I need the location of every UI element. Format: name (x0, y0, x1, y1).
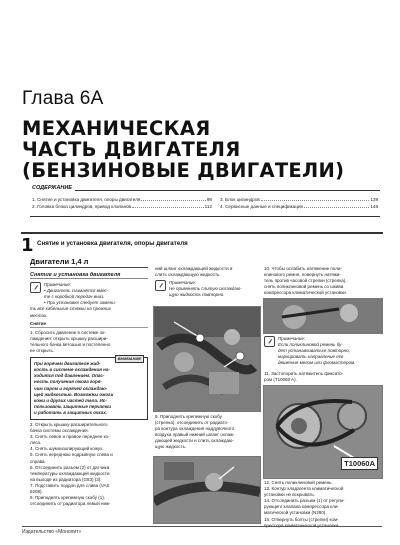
step-line: дающей жидкости и слить охлаждаю- (155, 438, 234, 444)
warning-line: При горячем двигателе жид- (34, 361, 101, 367)
title-line-3: (БЕНЗИНОВЫЕ ДВИГАТЕЛИ) (22, 159, 345, 182)
note-line: • При установке следует замени- (44, 300, 117, 306)
step-line: клинового ремня, повернуть натяжи- (264, 272, 341, 278)
toc-column-right (220, 196, 378, 210)
note-line: Не применять слитую охлаждаю- (169, 286, 242, 292)
warning-box (30, 357, 148, 420)
steps-list (30, 422, 148, 507)
step-line: 12. Снять поликлиновой ремень. (264, 480, 333, 485)
note-line: движения мелом или фломастером. (278, 360, 356, 366)
step-line: 14. Отсоединить разъем (1) от регули- (264, 498, 345, 504)
step-line: 8. Приподнять крепежную скобу (1), (30, 495, 106, 501)
note-line: те с коробкой передач вниз. (44, 294, 105, 300)
title-line-2: ЧАСТЬ ДВИГАТЕЛЯ (22, 138, 241, 161)
step-9-text (155, 414, 261, 451)
engine-photo-image (154, 307, 260, 411)
step-line: справа. (30, 458, 46, 464)
note-line: щую жидкость повторно. (169, 292, 225, 298)
note-block (155, 280, 273, 298)
engine-photo-image (154, 457, 260, 523)
table-of-contents (30, 185, 380, 217)
chapter-heading: Глава 6A (22, 88, 104, 109)
pencil-note-icon (30, 282, 41, 293)
note-line: Если поликлиновой ремень бу- (278, 342, 343, 348)
warning-line: чим паром и горячей охлаждаю- (34, 385, 108, 391)
step-line: ний шланг охлаждающей жидкости и (155, 266, 233, 271)
step-line: отсоединить от радиатора левый ниж- (30, 501, 111, 507)
toc-heading: СОДЕРЖАНИЕ (30, 185, 75, 191)
step-line: компрессора климатической установки. (264, 290, 348, 296)
step-line: рующего клапана компрессора кли- (264, 504, 339, 510)
removal-label: Снятие (30, 321, 148, 328)
step-line: 4. Снять шумоизолирующий кожух. (30, 446, 104, 452)
subsection-heading: Двигатели 1,4 л (30, 257, 148, 268)
toc-item[interactable]: 3. Блок цилиндров 139 (220, 197, 378, 202)
step-line: леса. (30, 440, 42, 446)
step-line: 7. Подставить поддон для слива (VAS (30, 482, 110, 488)
publisher-footer: Издательство «Монолит» (22, 529, 82, 535)
section-title: Снятие и установка двигателя, опоры двигателя (37, 240, 188, 247)
step-line: установки не вскрывать. (264, 492, 316, 498)
procedure-heading: Снятие и установка двигателя (30, 272, 148, 279)
tool-label-tag: T10060A (341, 457, 378, 470)
note-line: ть все кабельные стяжки на прежних (30, 306, 111, 312)
note-line: дет устанавливаться повторно, (278, 348, 350, 354)
step-line: тель против часовой стрелки (стрелка), (264, 278, 347, 284)
column-2 (155, 266, 273, 298)
step-line: ром (T10060 A). (264, 377, 297, 383)
step-line: ее открыть. (30, 348, 55, 354)
note-label: Примечание: (44, 282, 72, 288)
warning-line: и работать в защитных очках. (34, 409, 107, 415)
step-line: 15. Отвернуть болты (стрелки) ком- (264, 516, 339, 522)
note-line: • Двигатель снимается вмес- (44, 288, 109, 294)
step-line: лаждения: открыть крышку расшири- (30, 335, 108, 341)
step-line: бачка системы охлаждения. (30, 428, 89, 434)
step-line: снять поликлиновой ремень со шкива (264, 284, 344, 290)
note-label: Примечание: (278, 336, 306, 341)
toc-column-left (32, 196, 212, 210)
step-line: воздуха правый нижний шланг охлаж- (155, 432, 235, 438)
page-title (22, 118, 382, 181)
column-1 (30, 272, 148, 507)
warning-label: ВНИМАНИЕ (115, 355, 144, 363)
footer-divider (22, 526, 382, 527)
engine-photo-hose (153, 456, 261, 524)
step-line: 6208). (30, 489, 43, 494)
step-line: 11. Застопорить натяжитель фиксато- (264, 371, 344, 376)
step-line: тельного бачка ветошью и постепенно (30, 341, 111, 347)
step-line: 1. Сбросить давление в системе ох- (30, 329, 106, 335)
toc-item[interactable]: 1. Снятие и установка двигателя, опоры двигателя 98 (32, 197, 212, 202)
note-block (264, 336, 382, 366)
toc-item[interactable]: 4. Сервисные данные и спецификация 148 (220, 204, 378, 209)
engine-photo-tensioner (263, 385, 383, 479)
note-line: местах. (30, 312, 48, 318)
section-number: 1 (21, 235, 34, 256)
pencil-note-icon (155, 280, 166, 291)
toc-item[interactable]: 2. Головка блока цилиндров, привод клапанов 112 (32, 204, 212, 209)
step-line: прессора климатической установки. (264, 522, 340, 528)
warning-line: пользовать защитные перчатки (34, 403, 112, 409)
note-line: маркировать направление его (278, 354, 344, 360)
step-line: 3. Снять левое и правое переднее ко- (30, 434, 110, 440)
step-line: 9. Приподнять крепежную скобу (155, 414, 223, 419)
step-line: 13. Контур хладагента климатической (264, 486, 344, 492)
engine-photo-radiator (153, 306, 261, 412)
warning-line: ность получения ожога горя- (34, 379, 102, 385)
step-line: на выходе из радиатора (G83) (3). (30, 476, 102, 482)
title-line-1: МЕХАНИЧЕСКАЯ (22, 117, 211, 140)
step-line: слить охлаждающую жидкость. (155, 272, 221, 278)
step-line: температуры охлаждающей жидкости (30, 470, 110, 476)
step-line: 10. Чтобы ослабить натяжение поли- (264, 266, 342, 271)
section-header (21, 232, 383, 256)
pencil-note-icon (264, 336, 275, 347)
step-line: матической установки (N280). (264, 510, 327, 516)
step-line: 6. Отсоединить разъем (2) от датчика (30, 464, 110, 470)
note-label: Примечание: (169, 280, 197, 286)
steps-list (264, 480, 382, 529)
note-block (30, 282, 148, 306)
engine-photo-belt (263, 298, 383, 334)
step-11-text (264, 371, 382, 383)
step-line: 5. Снять переднюю подрывную слева и (30, 452, 113, 458)
warning-line: кость в системе охлаждения на- (34, 367, 110, 373)
column-3 (264, 266, 382, 296)
step-line: 2. Открыть крышку расширительного (30, 421, 108, 427)
engine-photo-image (264, 299, 382, 333)
warning-line: кожи и других частей тела. Ис- (34, 397, 107, 403)
warning-line: щей жидкостью. Возможны ожоги (34, 391, 114, 397)
step-line: щую жидкость. (155, 444, 187, 450)
step-line: ра контура охлаждения наддувочного (155, 426, 235, 432)
warning-line: ходится под давлением. Опас- (34, 373, 105, 379)
step-line: (стрелка), отсоединить от радиато- (155, 420, 229, 426)
